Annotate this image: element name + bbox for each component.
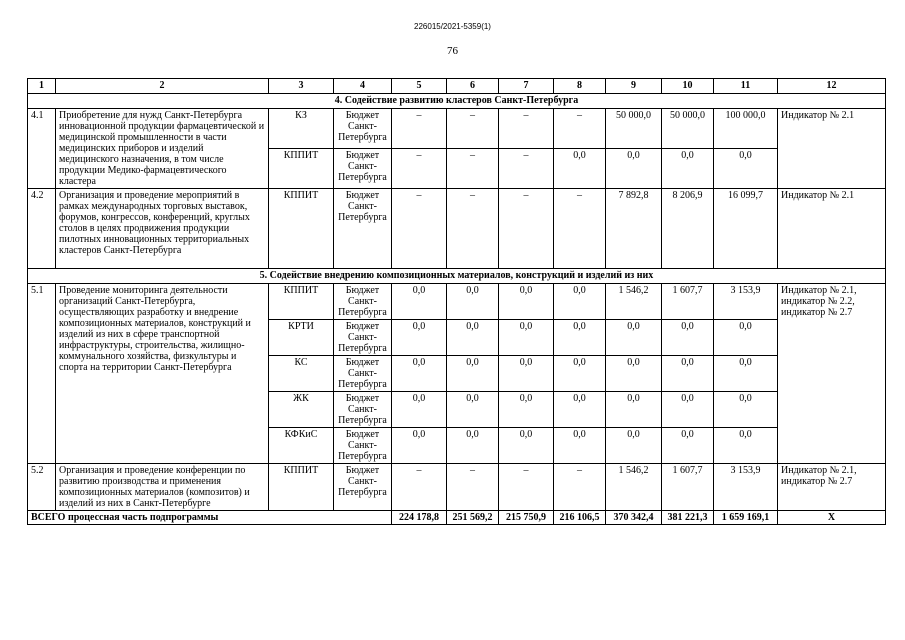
value-cell: 0,0: [606, 149, 662, 189]
value-cell: 1 607,7: [662, 464, 714, 511]
value-cell: 16 099,7: [714, 189, 778, 269]
table-row: [28, 284, 886, 320]
value-cell: –: [554, 189, 606, 269]
column-header: 1: [28, 79, 56, 94]
value-cell: 0,0: [714, 320, 778, 356]
source-cell: Бюджет Санкт-Петербурга: [334, 464, 392, 511]
executor-cell: КФКиС: [269, 428, 334, 464]
column-header: 11: [714, 79, 778, 94]
executor-cell: КППИТ: [269, 464, 334, 511]
value-cell: –: [447, 464, 499, 511]
table-row: [28, 109, 886, 149]
value-cell: 0,0: [554, 428, 606, 464]
table-row: [28, 464, 886, 511]
source-cell: Бюджет Санкт-Петербурга: [334, 284, 392, 320]
value-cell: 0,0: [606, 392, 662, 428]
value-cell: 0,0: [447, 284, 499, 320]
column-header: 3: [269, 79, 334, 94]
indicator-cell: Индикатор № 2.1: [778, 109, 886, 189]
value-cell: 0,0: [662, 149, 714, 189]
value-cell: 0,0: [662, 428, 714, 464]
column-header: 12: [778, 79, 886, 94]
source-cell: Бюджет Санкт-Петербурга: [334, 356, 392, 392]
value-cell: 8 206,9: [662, 189, 714, 269]
executor-cell: КС: [269, 356, 334, 392]
executor-cell: КППИТ: [269, 284, 334, 320]
column-header: 6: [447, 79, 499, 94]
value-cell: 0,0: [499, 392, 554, 428]
activity-name: Проведение мониторинга деятельности организаций Санкт-Петербурга, осуществляющих разработку и внедрение композиционных материалов, конструкций и изделий из них в сфере транспортной инфраструктуры, строительства, жилищно-коммунального хозяйства, физкультуры и спорта на территории Санкт-Петербурга: [56, 284, 269, 464]
value-cell: 0,0: [499, 356, 554, 392]
value-cell: 0,0: [554, 284, 606, 320]
row-number: 5.2: [28, 464, 56, 511]
row-number: 4.1: [28, 109, 56, 189]
value-cell: 0,0: [714, 149, 778, 189]
section-5-title: 5. Содействие внедрению композиционных материалов, конструкций и изделий из них: [28, 269, 886, 284]
total-value: 251 569,2: [447, 511, 499, 525]
source-cell: Бюджет Санкт-Петербурга: [334, 149, 392, 189]
executor-cell: КППИТ: [269, 149, 334, 189]
value-cell: 0,0: [447, 392, 499, 428]
section-header-row: [28, 269, 886, 284]
value-cell: –: [447, 149, 499, 189]
value-cell: 0,0: [714, 428, 778, 464]
value-cell: 0,0: [662, 320, 714, 356]
total-value: 224 178,8: [392, 511, 447, 525]
value-cell: 0,0: [606, 428, 662, 464]
total-value: 1 659 169,1: [714, 511, 778, 525]
total-indicator: Х: [778, 511, 886, 525]
executor-cell: КЗ: [269, 109, 334, 149]
value-cell: –: [447, 189, 499, 269]
value-cell: 0,0: [662, 392, 714, 428]
value-cell: 0,0: [714, 356, 778, 392]
value-cell: 0,0: [392, 284, 447, 320]
indicator-cell: Индикатор № 2.1, индикатор № 2.2, индикатор № 2.7: [778, 284, 886, 464]
value-cell: –: [499, 149, 554, 189]
column-header: 7: [499, 79, 554, 94]
indicator-cell: Индикатор № 2.1, индикатор № 2.7: [778, 464, 886, 511]
column-header: 2: [56, 79, 269, 94]
value-cell: 0,0: [499, 320, 554, 356]
row-number: 5.1: [28, 284, 56, 464]
value-cell: 50 000,0: [606, 109, 662, 149]
value-cell: 7 892,8: [606, 189, 662, 269]
total-value: 216 106,5: [554, 511, 606, 525]
total-value: 215 750,9: [499, 511, 554, 525]
value-cell: –: [554, 109, 606, 149]
value-cell: 0,0: [554, 356, 606, 392]
value-cell: 0,0: [554, 149, 606, 189]
total-label: ВСЕГО процессная часть подпрограммы: [28, 511, 392, 525]
value-cell: 0,0: [714, 392, 778, 428]
column-header: 10: [662, 79, 714, 94]
source-cell: Бюджет Санкт-Петербурга: [334, 392, 392, 428]
page-number: 76: [447, 45, 458, 57]
value-cell: 0,0: [447, 320, 499, 356]
source-cell: Бюджет Санкт-Петербурга: [334, 189, 392, 269]
executor-cell: ЖК: [269, 392, 334, 428]
value-cell: 0,0: [392, 320, 447, 356]
column-number-row: [28, 79, 886, 94]
document-id: 226015/2021-5359(1): [414, 22, 491, 31]
row-number: 4.2: [28, 189, 56, 269]
value-cell: 3 153,9: [714, 284, 778, 320]
column-header: 9: [606, 79, 662, 94]
value-cell: 0,0: [447, 356, 499, 392]
column-header: 5: [392, 79, 447, 94]
indicator-cell: Индикатор № 2.1: [778, 189, 886, 269]
column-header: 8: [554, 79, 606, 94]
activity-name: Приобретение для нужд Санкт-Петербурга инновационной продукции фармацевтической и медицинской промышленности в части медицинских приборов и изделий медицинского назначения, в том числе продукции Медико-фармацевтического кластера: [56, 109, 269, 189]
value-cell: 1 546,2: [606, 464, 662, 511]
value-cell: 0,0: [606, 356, 662, 392]
executor-cell: КППИТ: [269, 189, 334, 269]
value-cell: 3 153,9: [714, 464, 778, 511]
source-cell: Бюджет Санкт-Петербурга: [334, 320, 392, 356]
activity-name: Организация и проведение конференции по развитию производства и применения композиционных материалов (композитов) и изделий из них в Санкт-Петербурге: [56, 464, 269, 511]
value-cell: 0,0: [447, 428, 499, 464]
value-cell: –: [499, 109, 554, 149]
column-header: 4: [334, 79, 392, 94]
value-cell: 0,0: [499, 284, 554, 320]
source-cell: Бюджет Санкт-Петербурга: [334, 428, 392, 464]
source-cell: Бюджет Санкт-Петербурга: [334, 109, 392, 149]
value-cell: –: [554, 464, 606, 511]
value-cell: –: [447, 109, 499, 149]
value-cell: 0,0: [499, 428, 554, 464]
section-header-row: [28, 94, 886, 109]
program-table: [27, 78, 886, 525]
total-row: [28, 511, 886, 525]
section-4-title: 4. Содействие развитию кластеров Санкт-Петербурга: [28, 94, 886, 109]
value-cell: 0,0: [662, 356, 714, 392]
value-cell: 1 607,7: [662, 284, 714, 320]
value-cell: –: [392, 109, 447, 149]
total-value: 370 342,4: [606, 511, 662, 525]
value-cell: 1 546,2: [606, 284, 662, 320]
value-cell: –: [499, 464, 554, 511]
value-cell: 100 000,0: [714, 109, 778, 149]
value-cell: 0,0: [554, 392, 606, 428]
value-cell: 0,0: [606, 320, 662, 356]
total-value: 381 221,3: [662, 511, 714, 525]
executor-cell: КРТИ: [269, 320, 334, 356]
value-cell: 0,0: [554, 320, 606, 356]
value-cell: –: [392, 464, 447, 511]
value-cell: 50 000,0: [662, 109, 714, 149]
value-cell: –: [499, 189, 554, 269]
table-row: [28, 189, 886, 269]
value-cell: 0,0: [392, 392, 447, 428]
value-cell: 0,0: [392, 356, 447, 392]
value-cell: 0,0: [392, 428, 447, 464]
activity-name: Организация и проведение мероприятий в рамках международных торговых выставок, форумов, конгрессов, конференций, круглых столов в целях продвижения продукции пилотных инновационных территориальных кластеров Санкт-Петербурга: [56, 189, 269, 269]
value-cell: –: [392, 189, 447, 269]
value-cell: –: [392, 149, 447, 189]
